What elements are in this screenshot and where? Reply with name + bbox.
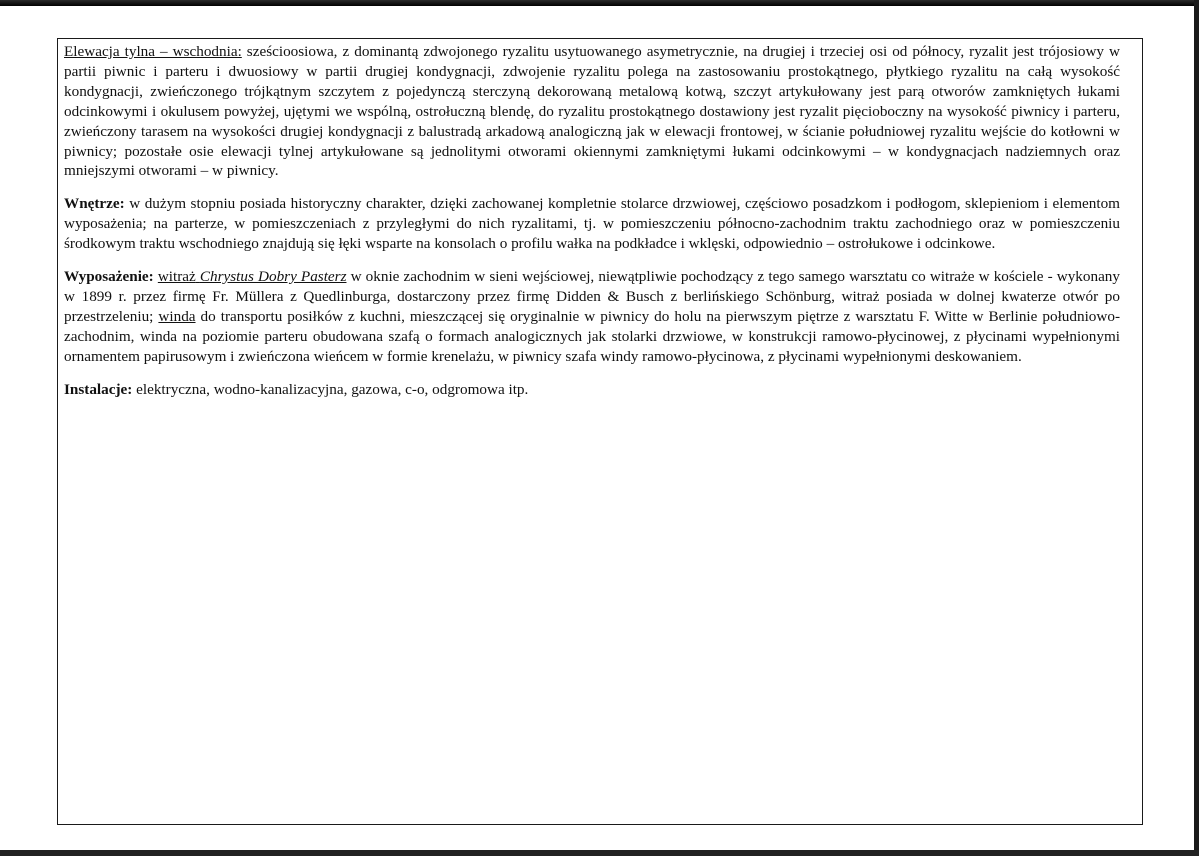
scan-edge-right [1194,0,1199,856]
heading-wyposazenie: Wyposażenie: [64,268,154,286]
witraz-label [158,268,347,285]
paragraph-elewacja [64,42,1120,181]
text-wyposazenie-2: do transportu posiłków z kuchni, mieszczącej się oryginalnie w piwnicy do holu na pierwszym piętrze z warsztatu F. Witte w Berlinie południowo-zachodnim, winda na poziomie parteru obudowana szafą o formach analogicznych jak stolarki drzwiowe, w konstrukcji ramowo-płycinowej, z płycinami wypełnionymi ornamentem papirusowym i zwieńczona wieńcem w formie krenelażu, w piwnicy szafa windy ramowo-płycinowa, z płycinami wypełnionymi deskowaniem. [64,307,1121,365]
heading-instalacje: Instalacje: [64,380,133,398]
witraz-title: Chrystus Dobry Pasterz [199,268,347,286]
text-wnetrze: w dużym stopniu posiada historyczny charakter, dzięki zachowanej kompletnie stolarce drzwiowej, częściowo posadzkom i podłogom, sklepieniom i elementom wyposażenia; na parterze, w pomieszczeniach z przyległymi do nich ryzalitami, tj. w pomieszczeniu północno-zachodnim traktu zachodniego oraz w pomieszczeniu środkowym traktu wschodniego znajdują się łęki wsparte na konsolach o profilu wałka na podkładce i wklęski, odpowiednio – ostrołukowe i odcinkowe. [64,195,1120,253]
text-instalacje: elektryczna, wodno-kanalizacyjna, gazowa, c-o, odgromowa itp. [132,380,529,398]
scan-edge-top [0,0,1199,6]
paragraph-wyposazenie [64,267,1120,367]
text-wyposazenie-1: w oknie zachodnim w sieni wejściowej, niewątpliwie pochodzący z tego samego warsztatu co witraże w kościele - wykonany w 1899 r. przez firmę Fr. Müllera z Quedlinburga, dostarczony przez firmę Didden & Busch z berlińskiego Schönburg, witraż posiada w dolnej kwaterze otwór po przestrzeleniu; [64,268,1120,325]
scan-edge-bottom [0,850,1199,856]
heading-elewacja: Elewacja tylna – wschodnia: [64,43,242,60]
paragraph-wnetrze [64,194,1120,254]
witraz-word: witraż [157,268,196,286]
paragraph-instalacje [64,380,1120,400]
text-elewacja: sześcioosiowa, z dominantą zdwojonego ryzalitu usytuowanego asymetrycznie, na drugiej i trzeciej osi od północy, ryzalit jest trójosiowy w partii piwnic i parteru i dwuosiowy w partii drugiej kondygnacji, zdwojenie ryzalitu polega na zastosowaniu prostokątnego, płytkiego ryzalitu na całą wysokość kondygnacji, zwieńczonego trójkątnym szczytem z pojedynczą sterczyną dekorowaną metalową kotwą, szczyt artykułowany jest parą otworów zamkniętych łukami odcinkowymi i okulusem powyżej, ujętymi we wspólną, ostrołuczną blendę, do ryzalitu prostokątnego dostawiony jest ryzalit pięcioboczny na wysokość piwnicy i parteru, zwieńczony tarasem na wysokości drugiej kondygnacji z balustradą arkadową analogiczną jak w elewacji frontowej, w ścianie południowej ryzalitu wejście do kotłowni w piwnicy; pozostałe osie elewacji tylnej artykułowane są jednolitymi otworami okiennymi zamkniętymi łukami odcinkowymi – w kondygnacjach nadziemnych oraz mniejszymi otworami – w piwnicy. [64,43,1120,180]
heading-wnetrze: Wnętrze: [64,195,125,213]
document-body [64,42,1120,413]
winda-word: winda [158,307,196,325]
